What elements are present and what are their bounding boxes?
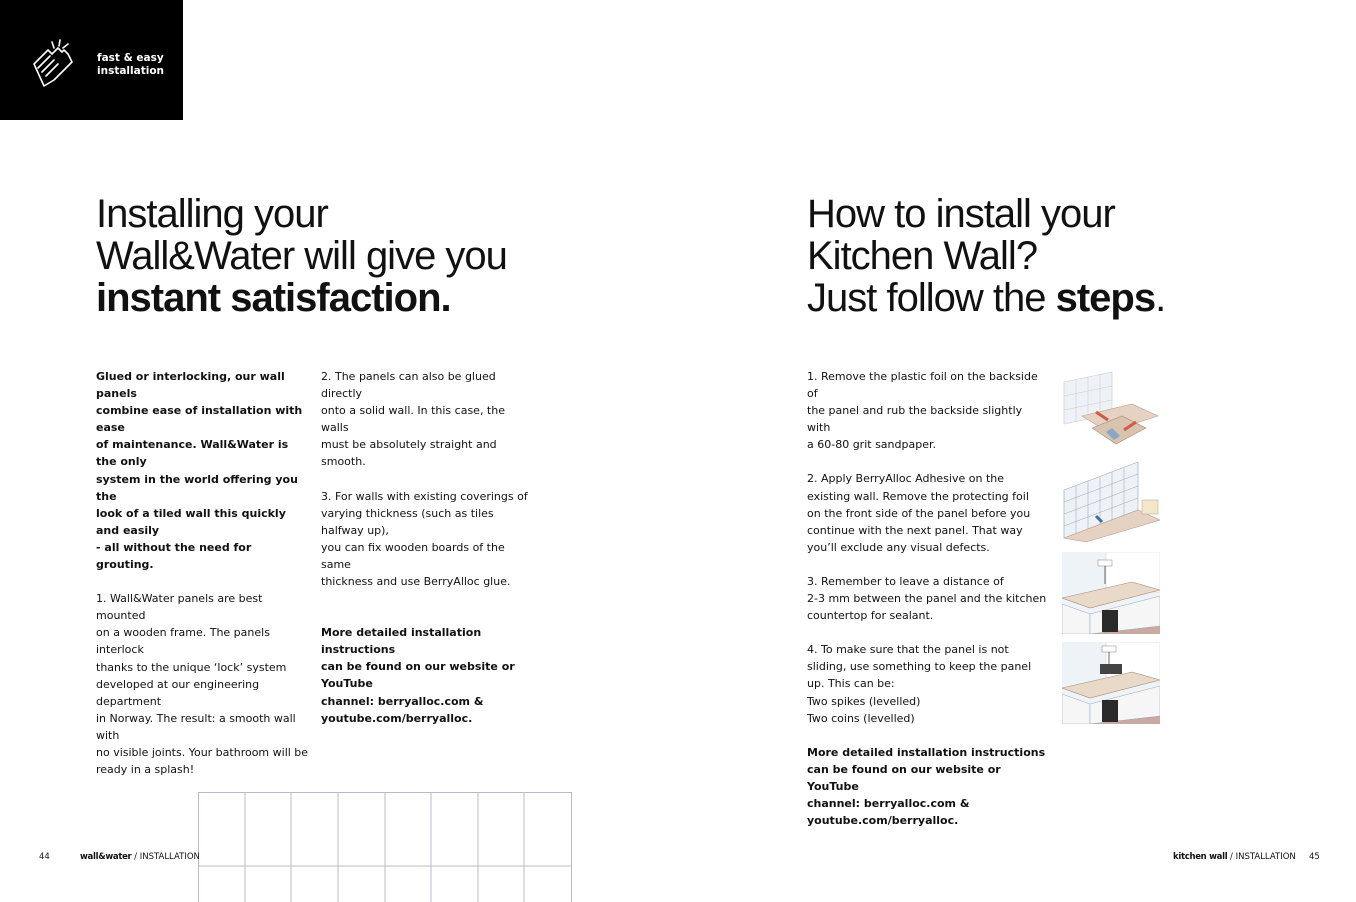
point-1-line: on a wooden frame. The panels interlock [96,626,270,656]
point-1-line: developed at our engineering department [96,678,259,708]
step-2-line: on the front side of the panel before you [807,507,1030,520]
step-2-line: you’ll exclude any visual defects. [807,541,990,554]
step-2 [807,470,1047,555]
step-4-line: Two coins (levelled) [807,712,915,725]
left-headline-line-3-wrap [96,277,507,319]
more-info-line: channel: berryalloc.com & [807,797,969,810]
more-info-line: More detailed installation instructions [807,746,1045,759]
right-footer-brand: kitchen wall [1173,852,1227,862]
intro-paragraph [96,368,311,573]
left-column-2 [321,368,536,744]
left-column-1 [96,368,311,795]
point-2-line: 2. The panels can also be glued directly [321,370,496,400]
step-1 [807,368,1047,453]
left-headline-line-2: Wall&Water will give you [96,235,507,277]
step-2-line: 2. Apply BerryAlloc Adhesive on the [807,472,1004,485]
point-1-paragraph [96,590,311,778]
steps-column [807,368,1047,846]
point-3-line: you can fix wooden boards of the same [321,541,505,571]
step-3-line: 2-3 mm between the panel and the kitchen [807,592,1046,605]
right-headline-line-2: Kitchen Wall? [807,235,1165,277]
step-4-line: up. This can be: [807,677,895,690]
step-3-illustration [1062,552,1160,634]
step-3-line: countertop for sealant. [807,609,933,622]
point-2-line: onto a solid wall. In this case, the walls [321,404,505,434]
step-1-line: 1. Remove the plastic foil on the backside of [807,370,1038,400]
right-headline-post: . [1155,276,1165,320]
right-headline [807,193,1165,319]
step-4-line: 4. To make sure that the panel is not [807,643,1009,656]
more-info-line: can be found on our website or YouTube [321,660,515,690]
intro-line: combine ease of installation with ease [96,404,302,434]
badge-line-2: installation [97,65,164,78]
badge-label [97,52,164,78]
step-2-line: existing wall. Remove the protecting foil [807,490,1029,503]
right-headline-pre: Just follow the [807,276,1056,320]
badge-line-1: fast & easy [97,52,164,65]
left-page-number: 44 [39,852,50,862]
step-2-line: continue with the next panel. That way [807,524,1023,537]
left-footer-label: / INSTALLATION [131,852,199,862]
intro-line: - all without the need for grouting. [96,541,251,571]
right-headline-line-1: How to install your [807,193,1165,235]
point-1-line: thanks to the unique ‘lock’ system [96,661,286,674]
more-info-paragraph-right [807,744,1047,829]
intro-line: look of a tiled wall this quickly and easily [96,507,286,537]
more-info-line: can be found on our website or YouTube [807,763,1001,793]
step-1-illustration [1062,370,1160,452]
more-info-line: More detailed installation instructions [321,626,481,656]
point-3-paragraph [321,488,536,591]
step-1-line: a 60-80 grit sandpaper. [807,438,936,451]
more-info-paragraph-left [321,624,536,727]
point-2-paragraph [321,368,536,471]
more-info-line: youtube.com/berryalloc. [807,814,958,827]
step-2-illustration [1062,460,1160,542]
point-1-line: in Norway. The result: a smooth wall with [96,712,296,742]
right-headline-line-3 [807,277,1165,319]
fast-easy-installation-badge [0,0,183,120]
more-info-line: youtube.com/berryalloc. [321,712,472,725]
point-2-line: must be absolutely straight and smooth. [321,438,497,468]
hand-tap-icon [28,38,78,90]
step-4 [807,641,1047,726]
step-1-line: the panel and rub the backside slightly with [807,404,1022,434]
point-1-line: ready in a splash! [96,763,194,776]
left-footer-section [80,852,200,862]
left-headline-line-1: Installing your [96,193,507,235]
right-page-number: 45 [1309,852,1320,862]
step-3-line: 3. Remember to leave a distance of [807,575,1004,588]
step-4-illustration [1062,642,1160,724]
step-3 [807,573,1047,624]
point-3-line: 3. For walls with existing coverings of [321,490,528,503]
point-3-line: thickness and use BerryAlloc glue. [321,575,510,588]
step-4-line: Two spikes (levelled) [807,695,920,708]
point-1-line: 1. Wall&Water panels are best mounted [96,592,262,622]
point-1-line: no visible joints. Your bathroom will be [96,746,308,759]
tile-grid-graphic [198,792,572,902]
left-headline-line-3: instant satisfaction. [96,276,451,320]
point-3-line: varying thickness (such as tiles halfway up), [321,507,494,537]
right-footer-label: / INSTALLATION [1227,852,1295,862]
left-headline [96,193,507,319]
intro-line: Glued or interlocking, our wall panels [96,370,285,400]
right-footer-section [1173,852,1296,862]
more-info-line: channel: berryalloc.com & [321,695,483,708]
step-4-line: sliding, use something to keep the panel [807,660,1031,673]
left-footer-brand: wall&water [80,852,131,862]
intro-line: of maintenance. Wall&Water is the only [96,438,288,468]
intro-line: system in the world offering you the [96,473,298,503]
right-headline-bold: steps [1056,276,1156,320]
